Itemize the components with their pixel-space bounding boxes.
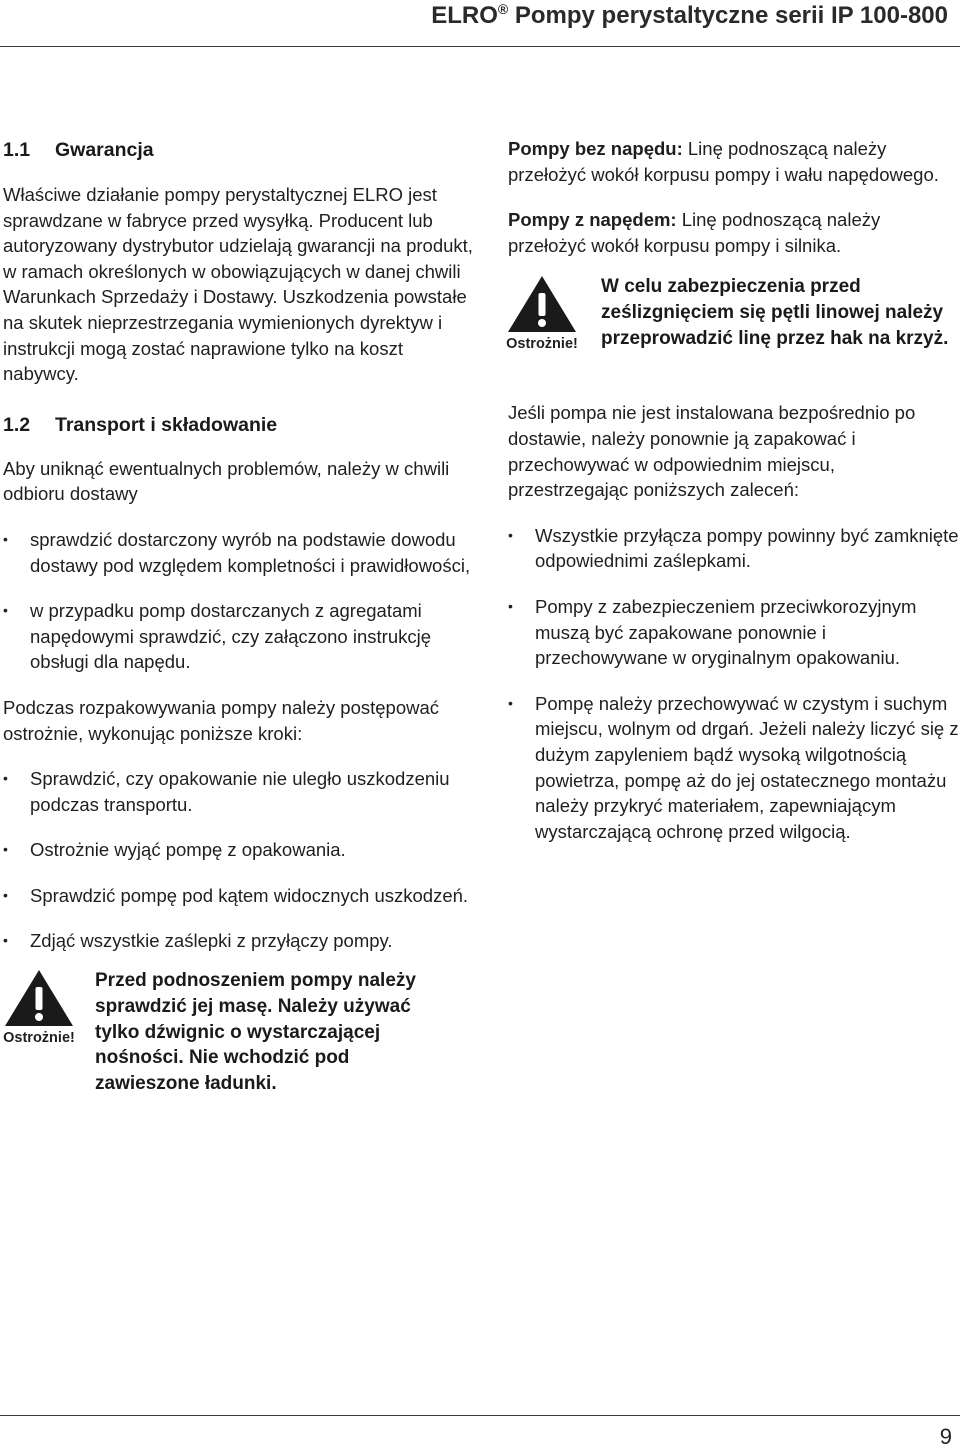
with-drive-paragraph <box>508 207 960 258</box>
document-title-text: Pompy perystaltyczne serii IP 100-800 <box>514 2 948 29</box>
caution-label: Ostrożnie! <box>506 336 578 353</box>
caution-lifting <box>3 968 473 1098</box>
caution-label: Ostrożnie! <box>3 1030 75 1047</box>
storage-intro: Jeśli pompa nie jest instalowana bezpośrednio po dostawie, należy ponownie ją zapakować i przechowywać w odpowiednim miejscu, przestrzegając poniższych zaleceń: <box>508 402 916 501</box>
left-column <box>3 136 473 1098</box>
unpack-intro: Podczas rozpakowywania pompy należy postępować ostrożnie, wykonując poniższe kroki: <box>3 696 440 744</box>
list-item: • Wszystkie przyłącza pompy powinny być zamknięte odpowiednimi zaślepkami. <box>508 523 960 574</box>
section-number: 1.2 <box>3 413 31 436</box>
warning-icon <box>502 274 582 352</box>
page-number: 9 <box>939 1424 952 1449</box>
no-drive-text: Linę podnoszącą należy przełożyć wokół korpusu pompy i wału napędowego. <box>508 138 939 185</box>
page-header <box>0 0 960 47</box>
caution-rope <box>508 274 960 386</box>
list-item: • Zdjąć wszystkie zaślepki z przyłączy pompy. <box>3 928 473 954</box>
with-drive-text: Linę podnoszącą należy przełożyć wokół korpusu pompy i silnika. <box>508 209 881 256</box>
transport-intro: Aby uniknąć ewentualnych problemów, należy w chwili odbioru dostawy <box>3 457 450 505</box>
with-drive-label: Pompy z napędem: <box>508 209 677 231</box>
section-number: 1.1 <box>3 139 31 161</box>
warranty-paragraph: Właściwe działanie pompy perystaltycznej ELRO jest sprawdzane w fabryce przed wysyłką. Producent lub autoryzowany dystrybutor udzielają gwarancji na produkt, w ramach określonych w obowiązujących w danej chwili Warunkach Sprzedaży i Dostawy. Uszkodzenia powstałe na skutek nieprzestrzegania wymienionych dyrektyw i instrukcji mogą zostać naprawione tylko na koszt nabywcy. <box>3 184 473 385</box>
warning-icon <box>0 968 79 1046</box>
document-title <box>431 1 948 30</box>
brand-name: ELRO <box>431 2 498 29</box>
registered-mark: ® <box>497 1 509 17</box>
footer-rule <box>0 1415 960 1416</box>
section-heading-transport <box>3 411 473 439</box>
list-item: • Pompę należy przechowywać w czystym i suchym miejscu, wolnym od drgań. Jeżeli należy liczyć się z dużym zapyleniem bądź wysoką wilgotnością powietrza, pompę aż do jej ostatecznego montażu należy przykryć materiałem, zapewniającym wystarczającą ochronę przed wilgocią. <box>508 691 960 845</box>
warning-triangle-icon <box>506 274 578 334</box>
list-item: • Sprawdzić, czy opakowanie nie uległo uszkodzeniu podczas transportu. <box>3 766 473 817</box>
section-heading-warranty <box>3 136 473 164</box>
list-item: • Ostrożnie wyjąć pompę z opakowania. <box>3 837 473 863</box>
caution-text: Przed podnoszeniem pompy należy sprawdzić jej masę. Należy używać tylko dźwignic o wystarczającej nośności. Nie wchodzić pod zawieszone ładunki. <box>95 970 416 1095</box>
section-title: Transport i składowanie <box>55 413 278 436</box>
caution-text: W celu zabezpieczenia przed ześlizgnięciem się pętli linowej należy przeprowadzić linę przez hak na krzyż. <box>601 276 949 349</box>
list-item: • Pompy z zabezpieczeniem przeciwkorozyjnym muszą być zapakowane ponownie i przechowywane w oryginalnym opakowaniu. <box>508 594 960 671</box>
right-column <box>508 136 960 844</box>
list-item: • sprawdzić dostarczony wyrób na podstawie dowodu dostawy pod względem kompletności i prawidłowości, <box>3 527 473 578</box>
no-drive-label: Pompy bez napędu: <box>508 138 683 159</box>
section-title: Gwarancja <box>55 139 154 161</box>
list-item: • w przypadku pomp dostarczanych z agregatami napędowymi sprawdzić, czy załączono instrukcję obsługi dla napędu. <box>3 598 473 675</box>
warning-triangle-icon <box>3 968 75 1028</box>
no-drive-paragraph <box>508 136 960 187</box>
list-item: • Sprawdzić pompę pod kątem widocznych uszkodzeń. <box>3 883 473 909</box>
